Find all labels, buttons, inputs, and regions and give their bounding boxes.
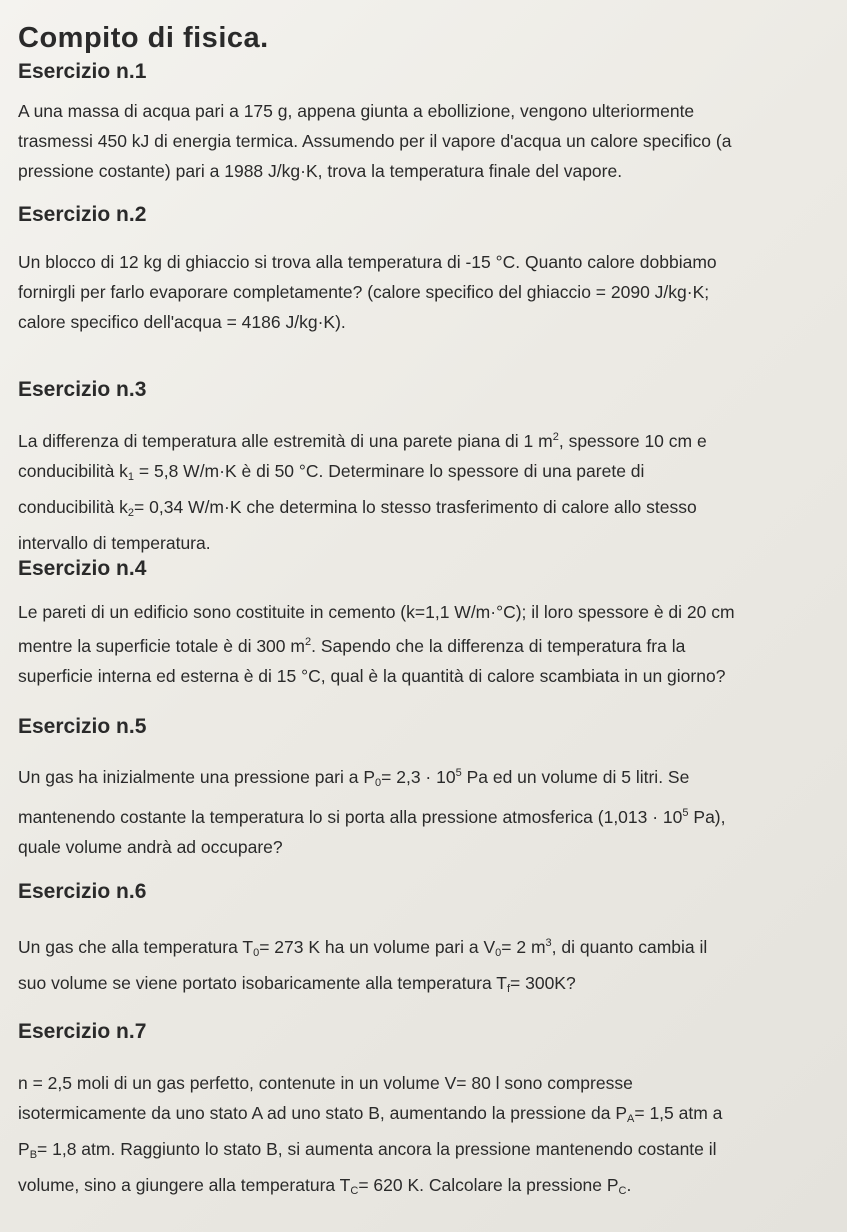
exercise-2-heading: Esercizio n.2 bbox=[18, 203, 147, 226]
exercise-6-heading: Esercizio n.6 bbox=[18, 880, 147, 903]
exercise-2-line-2: fornirgli per farlo evaporare completamente? (calore specifico del ghiaccio = 2090 J/kg·K; bbox=[18, 282, 710, 302]
exercise-4-line-2: mentre la superficie totale è di 300 $m^2$. Sapendo che la differenza di temperatura fra la bbox=[18, 636, 686, 656]
exercise-7-line-2: isotermicamente da uno stato A ad uno stato B, aumentando la pressione da $P_A= 1,5$ atm a bbox=[18, 1103, 723, 1125]
document-title: Compito di fisica. bbox=[18, 22, 269, 54]
exercise-7-text bbox=[18, 1068, 817, 1206]
exercise-7-heading: Esercizio n.7 bbox=[18, 1020, 147, 1043]
exercise-2-line-1: Un blocco di 12 kg di ghiaccio si trova alla temperatura di -15 °C. Quanto calore dobbiamo bbox=[18, 252, 717, 272]
exercise-2-line-3: calore specifico dell'acqua = 4186 J/kg·K). bbox=[18, 312, 346, 332]
exercise-7-line-3: $P_B= 1,8$ atm. Raggiunto lo stato B, si aumenta ancora la pressione mantenendo costante il bbox=[18, 1139, 717, 1161]
exercise-1-line-3: pressione costante) pari a 1988 J/kg·K, trova la temperatura finale del vapore. bbox=[18, 161, 623, 181]
exercise-2-text bbox=[18, 247, 817, 337]
exercise-3-line-3: conducibilità $k_2= 0,34$ W/m·K che determina lo stesso trasferimento di calore allo stesso bbox=[18, 497, 697, 519]
exercise-6-text bbox=[18, 928, 817, 1004]
exercise-4-line-3: superficie interna ed esterna è di 15 °C, qual è la quantità di calore scambiata in un giorno? bbox=[18, 666, 726, 686]
exercise-4-text bbox=[18, 597, 817, 691]
exercise-5-text bbox=[18, 758, 817, 862]
exercise-4-heading: Esercizio n.4 bbox=[18, 557, 147, 580]
exercise-7-line-4: volume, sino a giungere alla temperatura $T_C= 620$ K. Calcolare la pressione $P_C$. bbox=[18, 1175, 632, 1197]
exercise-6-line-2: suo volume se viene portato isobaricamente alla temperatura $T_f= 300K$? bbox=[18, 973, 576, 995]
exercise-4-line-1: Le pareti di un edificio sono costituite in cemento (k=1,1 W/m·°C); il loro spessore è di 20 cm bbox=[18, 602, 735, 622]
exercise-3-text bbox=[18, 422, 817, 558]
exercise-5-heading: Esercizio n.5 bbox=[18, 715, 147, 738]
exercise-3-line-1: La differenza di temperatura alle estremità di una parete piana di 1 $m^2$, spessore 10 cm e bbox=[18, 431, 707, 451]
exercise-3-heading: Esercizio n.3 bbox=[18, 378, 147, 401]
exercise-1-text bbox=[18, 96, 817, 186]
exercise-5-line-2: mantenendo costante la temperatura lo si porta alla pressione atmosferica ($1,013 \cdot 10^5$ Pa), bbox=[18, 807, 726, 827]
exercise-3-line-2: conducibilità $k_1 = 5,8$ W/m·K è di 50 °C. Determinare lo spessore di una parete di bbox=[18, 461, 645, 483]
exercise-6-line-1: Un gas che alla temperatura $T_0= 273$ K ha un volume pari a $V_0= 2$ $m^3$, di quanto cambia il bbox=[18, 937, 708, 959]
exercise-1-line-1: A una massa di acqua pari a 175 g, appena giunta a ebollizione, vengono ulteriormente bbox=[18, 101, 695, 121]
exercise-1-heading: Esercizio n.1 bbox=[18, 60, 147, 83]
exercise-1-line-2: trasmessi 450 kJ di energia termica. Assumendo per il vapore d'acqua un calore specifico (a bbox=[18, 131, 732, 151]
exercise-3-line-4: intervallo di temperatura. bbox=[18, 533, 211, 553]
exercise-5-line-3: quale volume andrà ad occupare? bbox=[18, 837, 283, 857]
exercise-7-line-1: n = 2,5 moli di un gas perfetto, contenute in un volume V= 80 l sono compresse bbox=[18, 1073, 633, 1093]
exercise-5-line-1: Un gas ha inizialmente una pressione pari a $P_0= 2,3 \cdot 10^5$ Pa ed un volume di 5 litri. Se bbox=[18, 767, 690, 789]
